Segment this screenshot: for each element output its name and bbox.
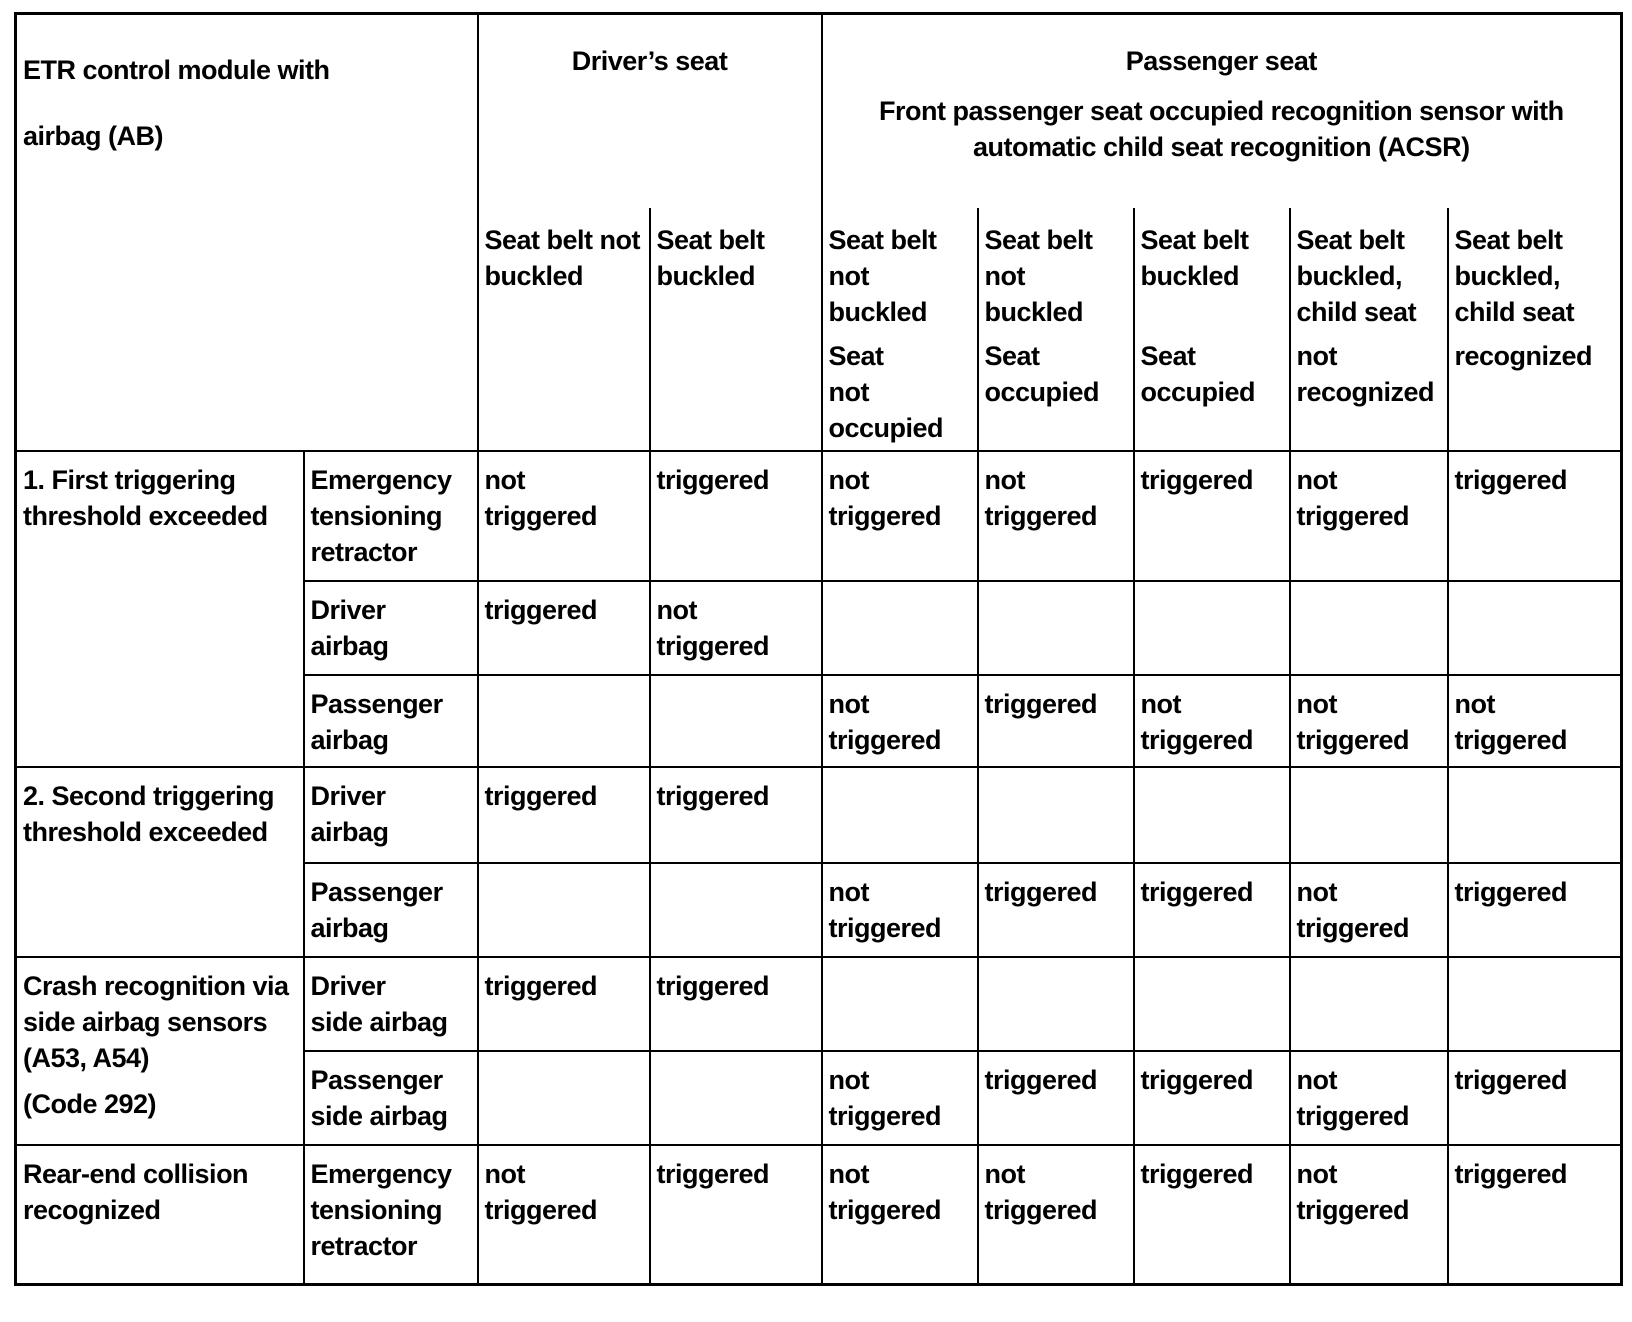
condition-side-sensors-text: Crash recognition via side airbag sensors (A53, A54) — [23, 970, 289, 1073]
table-cell: not triggered — [1290, 1145, 1448, 1285]
table-cell: triggered — [650, 957, 822, 1051]
table-cell: not triggered — [1290, 863, 1448, 957]
table-cell: triggered — [1134, 1145, 1290, 1285]
table-cell: triggered — [478, 767, 650, 863]
table-cell — [1448, 767, 1622, 863]
table-cell: not triggered — [978, 451, 1134, 581]
component-label: Driver side airbag — [304, 957, 478, 1051]
table-cell: triggered — [1448, 1051, 1622, 1145]
table-cell: not triggered — [822, 451, 978, 581]
passenger-seat-label: Passenger seat — [1125, 46, 1317, 76]
driver-col-belt-1: Seat belt buckled — [650, 208, 822, 451]
table-cell: not triggered — [1290, 675, 1448, 767]
passenger-col-state-4: recognized — [1448, 338, 1622, 451]
table-cell — [978, 767, 1134, 863]
table-row — [16, 767, 1622, 863]
passenger-col-belt-1: Seat belt not buckled — [978, 208, 1134, 338]
module-title: ETR control module with airbag (AB) — [16, 14, 478, 451]
passenger-seat-heading — [822, 14, 1622, 208]
table-cell: not triggered — [1134, 675, 1290, 767]
passenger-col-state-3: not recognized — [1290, 338, 1448, 451]
table-cell: triggered — [1448, 451, 1622, 581]
table-cell: triggered — [1134, 1051, 1290, 1145]
table-cell: not triggered — [1448, 675, 1622, 767]
condition-side-sensors — [16, 957, 304, 1145]
table-cell: triggered — [478, 581, 650, 675]
table-cell: triggered — [978, 1051, 1134, 1145]
table-cell — [478, 1051, 650, 1145]
table-cell: triggered — [978, 675, 1134, 767]
table-cell — [978, 581, 1134, 675]
table-cell — [1290, 581, 1448, 675]
component-label: Passenger side airbag — [304, 1051, 478, 1145]
table-cell: not triggered — [1290, 1051, 1448, 1145]
airbag-triggering-table — [14, 12, 1623, 1286]
table-cell: not triggered — [822, 863, 978, 957]
passenger-col-belt-0: Seat belt not buckled — [822, 208, 978, 338]
table-cell: not triggered — [478, 451, 650, 581]
table-cell: not triggered — [1290, 451, 1448, 581]
component-label: Passenger airbag — [304, 863, 478, 957]
passenger-col-belt-2: Seat belt buckled — [1134, 208, 1290, 338]
table-cell — [822, 581, 978, 675]
component-label: Emergency tensioning retractor — [304, 451, 478, 581]
table-cell — [1448, 581, 1622, 675]
table-cell: triggered — [650, 451, 822, 581]
table-cell: triggered — [650, 1145, 822, 1285]
table-cell — [1134, 767, 1290, 863]
table-cell — [478, 863, 650, 957]
header-row-titles — [16, 14, 1622, 208]
table-cell: triggered — [1134, 863, 1290, 957]
passenger-col-belt-3: Seat belt buckled, child seat — [1290, 208, 1448, 338]
driver-col-belt-0: Seat belt not buckled — [478, 208, 650, 451]
table-cell: triggered — [978, 863, 1134, 957]
drivers-seat-label: Driver’s seat — [571, 46, 728, 76]
table-cell: triggered — [650, 767, 822, 863]
condition-rear-end: Rear-end collision recognized — [16, 1145, 304, 1285]
table-cell — [822, 767, 978, 863]
table-cell: triggered — [478, 957, 650, 1051]
table-cell: not triggered — [650, 581, 822, 675]
table-cell: triggered — [1448, 863, 1622, 957]
condition-first-threshold: 1. First triggering threshold exceeded — [16, 451, 304, 767]
table-cell — [478, 675, 650, 767]
passenger-col-state-1: Seat occupied — [978, 338, 1134, 451]
table-row — [16, 1145, 1622, 1285]
table-cell — [650, 675, 822, 767]
table-cell: not triggered — [822, 1051, 978, 1145]
component-label: Emergency tensioning retractor — [304, 1145, 478, 1285]
option-code-note: (Code 292) — [23, 1088, 157, 1119]
airbag-triggering-table-page — [14, 12, 1620, 1308]
passenger-col-state-0: Seat not occupied — [822, 338, 978, 451]
table-cell — [1134, 957, 1290, 1051]
table-cell: not triggered — [478, 1145, 650, 1285]
table-row — [16, 451, 1622, 581]
table-cell: not triggered — [978, 1145, 1134, 1285]
table-cell — [650, 863, 822, 957]
passenger-col-belt-4: Seat belt buckled, child seat — [1448, 208, 1622, 338]
component-label: Passenger airbag — [304, 675, 478, 767]
table-cell — [822, 957, 978, 1051]
table-cell — [1290, 767, 1448, 863]
drivers-seat-heading — [478, 14, 822, 208]
table-cell: not triggered — [822, 675, 978, 767]
table-row — [16, 957, 1622, 1051]
component-label: Driver airbag — [304, 581, 478, 675]
table-cell — [650, 1051, 822, 1145]
passenger-sensor-label: Front passenger seat occupied recognition sensor with automatic child seat recognition (ACSR) — [878, 96, 1564, 162]
table-cell: triggered — [1448, 1145, 1622, 1285]
table-cell — [1290, 957, 1448, 1051]
passenger-col-state-2: Seat occupied — [1134, 338, 1290, 451]
table-cell: not triggered — [822, 1145, 978, 1285]
table-cell — [978, 957, 1134, 1051]
table-cell — [1134, 581, 1290, 675]
component-label: Driver airbag — [304, 767, 478, 863]
table-cell: triggered — [1134, 451, 1290, 581]
condition-second-threshold: 2. Second triggering threshold exceeded — [16, 767, 304, 957]
table-cell — [1448, 957, 1622, 1051]
